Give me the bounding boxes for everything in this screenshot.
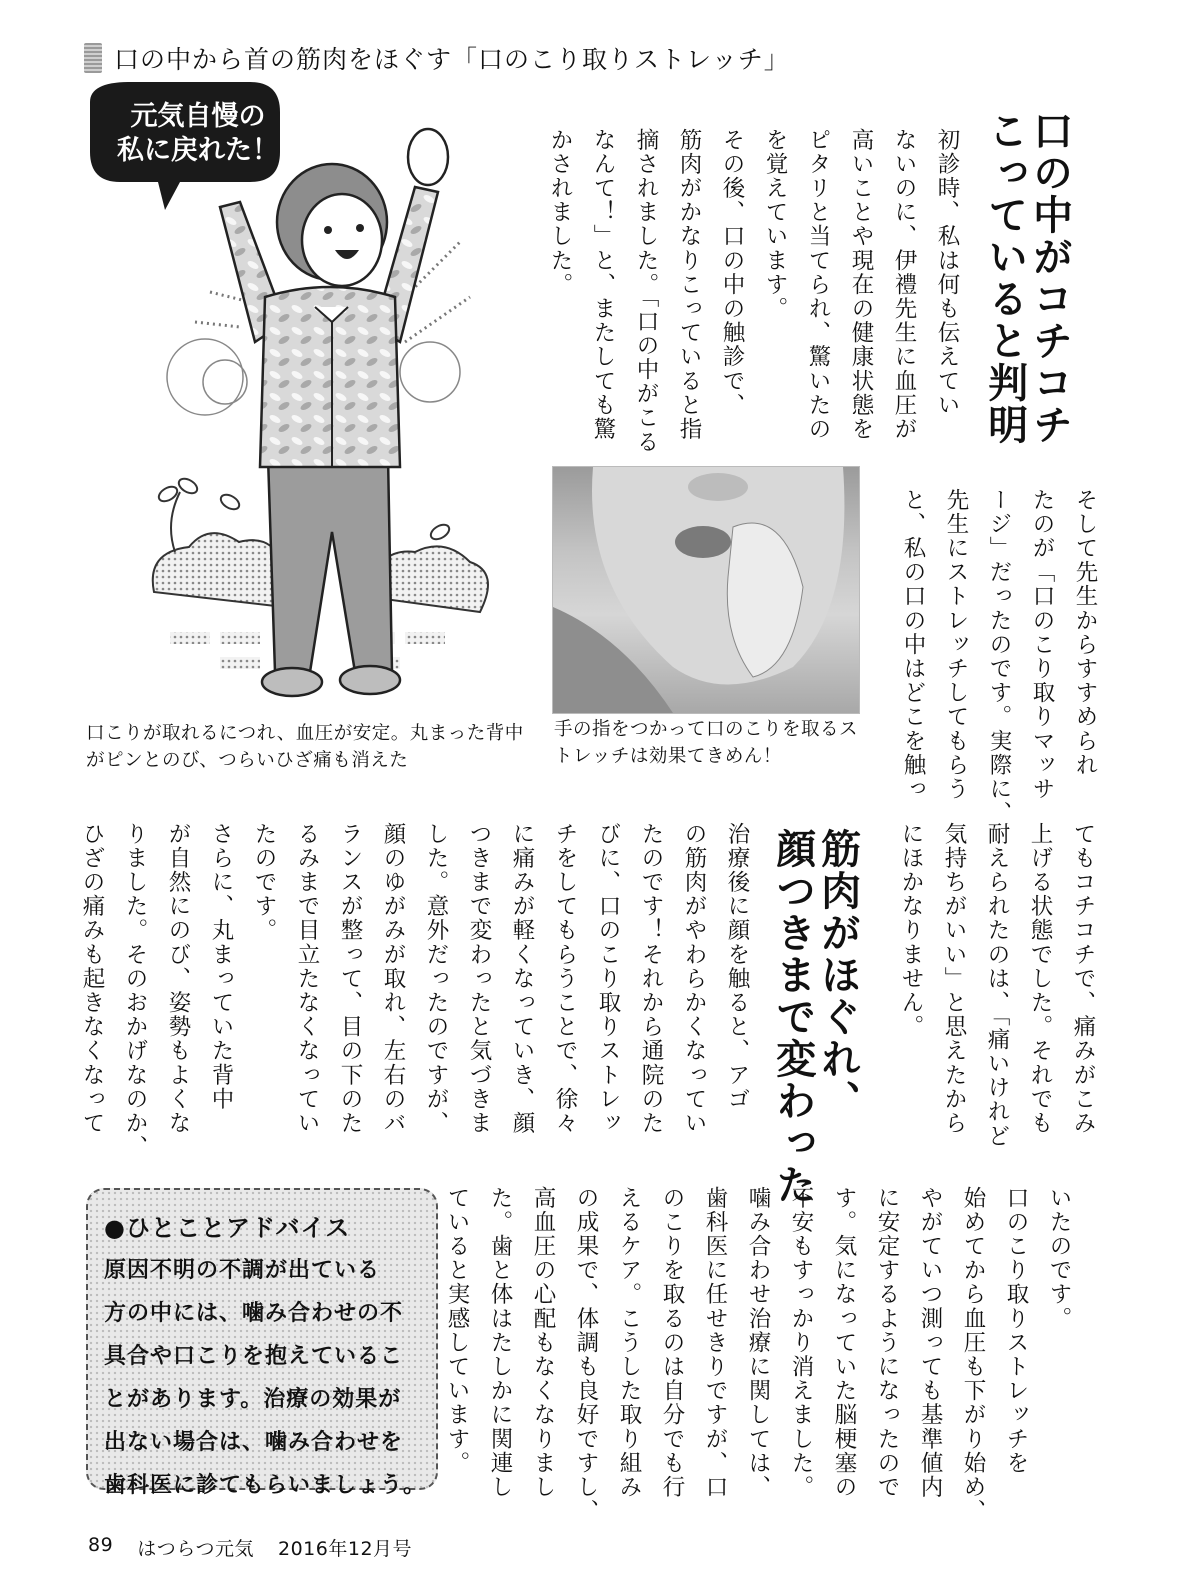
advice-line: 出ない場合は、噛み合わせを — [104, 1430, 404, 1455]
body-text-treatment — [78, 822, 758, 1160]
body-text-intro — [547, 128, 968, 455]
header-accent-bar — [84, 43, 102, 73]
pants — [268, 457, 392, 672]
text-line: た。歯と体はたしかに関連し — [487, 1186, 513, 1500]
text-line: のこりを取るのは自分でも行 — [659, 1186, 685, 1500]
bubble-line: 私に戻れた！ — [117, 135, 279, 166]
text-line: いたのです。 — [1046, 1186, 1072, 1331]
text-line: 治療後に顔を触ると、アゴ — [724, 822, 750, 1112]
text-line: 始めてから血圧も下がり始め、 — [960, 1186, 986, 1524]
shoe-left — [262, 668, 322, 696]
decor-circle — [400, 342, 460, 402]
text-line: そして先生からすすめられ — [1072, 488, 1098, 778]
face-stretch-photo — [552, 466, 860, 714]
text-line: てもコチコチで、痛みがこみ — [1070, 822, 1096, 1136]
text-line: に痛みが軽くなっていき、顔 — [509, 822, 535, 1136]
photo-drawing — [553, 467, 859, 713]
text-line: を覚えています。 — [762, 128, 788, 321]
illustration-woman — [70, 82, 540, 712]
text-line: たのです。 — [251, 822, 277, 943]
text-line: たのが「口のこり取りマッサ — [1029, 488, 1055, 802]
headline-section2 — [769, 828, 861, 1206]
headline-line: 筋肉がほぐれ、 — [814, 828, 861, 1122]
headline-line: 口の中がコチコチ — [1026, 110, 1073, 446]
advice-box — [86, 1188, 438, 1498]
advice-line: 歯科医に診てもらいましょう。 — [104, 1473, 427, 1498]
text-line: ランスが整って、目の下のた — [337, 822, 363, 1136]
page-header — [84, 38, 790, 78]
illustration-caption: 口こりが取れるにつれ、血圧が安定。丸まった背中がピンとのび、つらいひざ痛も消えた — [86, 723, 524, 771]
text-line: 高いことや現在の健康状態を — [848, 128, 874, 442]
text-line: 噛み合わせ治療に関しては、 — [745, 1186, 771, 1500]
magazine-name: はつらつ元気 — [137, 1538, 254, 1560]
text-line: に安定するようになったので — [874, 1186, 900, 1500]
text-line: の成果で、体調も良好ですし、 — [573, 1186, 599, 1524]
text-line: りました。そのおかげなのか、 — [122, 822, 148, 1160]
face — [302, 194, 382, 286]
text-line: やがていつ測っても基準値内 — [917, 1186, 943, 1500]
issue-date: 2016年12月号 — [278, 1538, 413, 1560]
page-number: 89 — [88, 1534, 114, 1556]
body-text-massage-cont — [874, 822, 1104, 1152]
text-line: るみまで目立たなくなってい — [294, 822, 320, 1136]
text-line: 歯科医に任せきりですが、口 — [702, 1186, 728, 1500]
text-line: えるケア。こうした取り組み — [616, 1186, 642, 1500]
text-line: ージ」だったのです。実際に、 — [986, 488, 1012, 826]
advice-line: 具合や口こりを抱えているこ — [104, 1344, 404, 1369]
text-line: ピタリと当てられ、驚いたの — [805, 128, 831, 442]
text-line: 初診時、私は何も伝えてい — [934, 128, 960, 418]
headline-line: 顔つきまで変わった — [769, 828, 816, 1206]
advice-title: ●ひとことアドバイス — [104, 1214, 351, 1242]
text-line: ていると実感しています。 — [444, 1186, 470, 1476]
text-line: が自然にのび、姿勢もよくな — [165, 822, 191, 1136]
text-line: 高血圧の心配もなくなりまし — [530, 1186, 556, 1500]
advice-body — [104, 1249, 427, 1507]
text-line: さらに、丸まっていた背中 — [208, 822, 234, 1112]
text-line: した。意外だったのですが、 — [423, 822, 449, 1136]
shoe-right — [340, 666, 400, 694]
text-line: かされました。 — [547, 128, 573, 297]
text-line: ひざの痛みも起きなくなって — [79, 822, 105, 1136]
text-line: す。気になっていた脳梗塞の — [831, 1186, 857, 1500]
text-line: チをしてもらうことで、徐々 — [552, 822, 578, 1136]
hand-right — [408, 129, 448, 185]
text-line: 先生にストレッチしてもらう — [943, 488, 969, 802]
text-line: 顔のゆがみが取れ、左右のバ — [380, 822, 406, 1136]
advice-line: 原因不明の不調が出ている — [104, 1258, 381, 1283]
text-line: 気持ちがいい」と思えたから — [941, 822, 967, 1136]
text-line: 上げる状態でした。それでも — [1027, 822, 1053, 1136]
text-line: つきまで変わったと気づきま — [466, 822, 492, 1136]
decor-circle — [203, 360, 247, 404]
text-line: 耐えられたのは、「痛いけれど — [984, 822, 1010, 1149]
text-line: なんて！」と、またしても驚 — [590, 128, 616, 442]
text-line: たのです！それから通院のた — [638, 822, 664, 1136]
text-line: にほかなりません。 — [898, 822, 924, 1039]
text-line: びに、口のこり取りストレッ — [595, 822, 621, 1136]
headline-line: こっていると判明 — [981, 110, 1028, 446]
text-line: と、私の口の中はどこを触っ — [900, 488, 926, 802]
advice-line: とがあります。治療の効果が — [104, 1387, 402, 1412]
body-text-massage — [866, 488, 1106, 826]
text-line: 口のこり取りストレッチを — [1003, 1186, 1029, 1476]
text-line: 筋肉がかなりこっていると指 — [676, 128, 702, 442]
speech-bubble-text — [100, 100, 296, 168]
body-text-results — [444, 1186, 1080, 1524]
page-footer — [88, 1534, 412, 1561]
photo-caption: 手の指をつかって口のこりを取るストレッチは効果てきめん！ — [554, 719, 859, 767]
text-line: の筋肉がやわらかくなってい — [681, 822, 707, 1136]
advice-line: 方の中には、噛み合わせの不 — [104, 1301, 404, 1326]
text-line: ないのに、伊禮先生に血圧が — [891, 128, 917, 442]
text-line: 不安もすっかり消えました。 — [788, 1186, 814, 1500]
text-line: 摘されました。「口の中がこる — [633, 128, 659, 455]
bubble-line: 元気自慢の — [130, 101, 266, 132]
headline-section1 — [981, 110, 1073, 446]
page-title: 口の中から首の筋肉をほぐす「口のこり取りストレッチ」 — [114, 45, 790, 74]
text-line: その後、口の中の触診で、 — [719, 128, 745, 418]
